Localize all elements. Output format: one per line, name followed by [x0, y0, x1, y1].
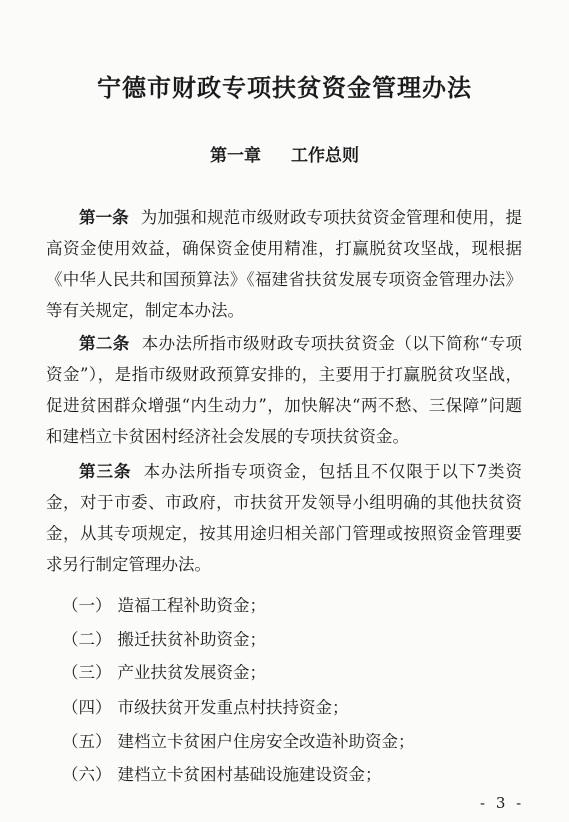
fund-type-item	[62, 697, 349, 719]
fund-type-number: （三）	[62, 663, 112, 682]
fund-type-number: （五）	[62, 732, 112, 751]
page-number: - 3 -	[480, 794, 525, 812]
fund-type-text: 产业扶贫发展资金；	[117, 663, 266, 682]
fund-type-item	[62, 662, 266, 684]
article-2-text: 本办法所指市级财政专项扶贫资金（以下简称“专项资金”），是指市级财政预算安排的，主要用于打赢脱贫攻坚战，促进贫困群众增强“内生动力”，加快解决“两不愁、三保障”问题和建档立卡贫困村经济社会发展的专项扶贫资金。	[46, 334, 523, 446]
fund-type-text: 建档立卡贫困户住房安全改造补助资金；	[117, 732, 415, 751]
chapter-heading	[0, 141, 569, 166]
article-2-label: 第二条	[79, 334, 130, 353]
article-2	[46, 328, 522, 452]
chapter-number: 第一章	[210, 146, 261, 166]
article-1	[46, 202, 522, 326]
fund-type-item	[62, 595, 266, 617]
fund-type-number: （六）	[62, 765, 112, 784]
fund-type-number: （一）	[62, 596, 112, 615]
article-3-label: 第三条	[79, 462, 132, 481]
fund-type-number: （二）	[62, 630, 112, 649]
article-1-label: 第一条	[79, 208, 129, 227]
fund-type-item	[62, 629, 266, 651]
fund-type-text: 造福工程补助资金；	[117, 596, 266, 615]
fund-type-item	[62, 764, 382, 786]
article-3	[46, 456, 522, 580]
fund-type-text: 建档立卡贫困村基础设施建设资金；	[117, 765, 382, 784]
fund-type-text: 市级扶贫开发重点村扶持资金；	[117, 698, 349, 717]
fund-type-item	[62, 731, 415, 753]
chapter-name: 工作总则	[291, 146, 359, 166]
article-3-text: 本办法所指专项资金，包括且不仅限于以下7类资金，对于市委、市政府，市扶贫开发领导小组明确的其他扶贫资金，从其专项规定，按其用途归相关部门管理或按照资金管理要求另行制定管理办法。	[46, 462, 522, 574]
fund-type-number: （四）	[62, 698, 112, 717]
document-title: 宁德市财政专项扶贫资金管理办法	[97, 74, 472, 102]
article-1-text: 为加强和规范市级财政专项扶贫资金管理和使用，提高资金使用效益，确保资金使用精准，打赢脱贫攻坚战，现根据《中华人民共和国预算法》《福建省扶贫发展专项资金管理办法》等有关规定，制定本办法。	[46, 208, 523, 320]
fund-type-text: 搬迁扶贫补助资金；	[117, 630, 266, 649]
